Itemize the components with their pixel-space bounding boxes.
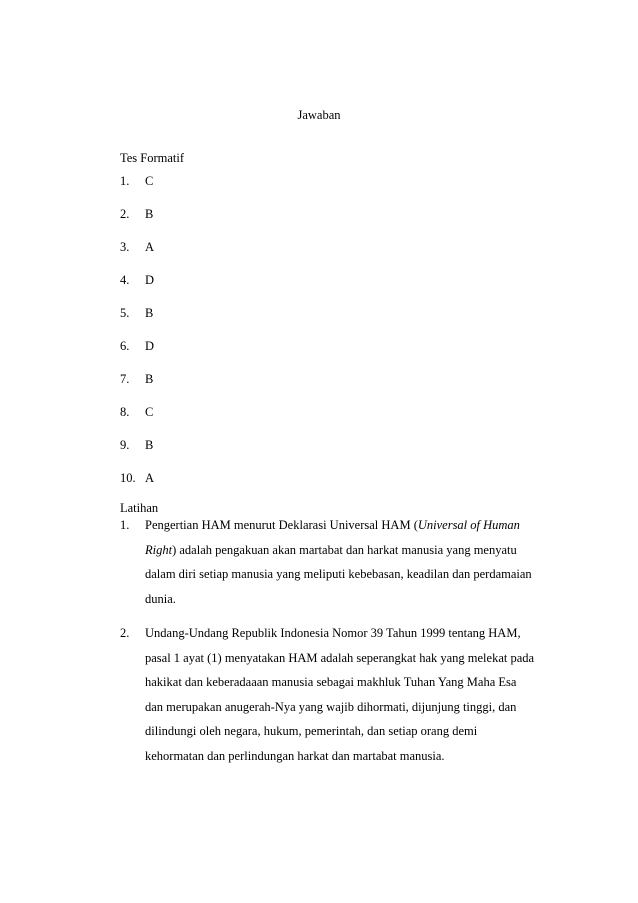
answer-value: C (145, 405, 154, 419)
answer-value: B (145, 438, 154, 452)
answer-item (120, 371, 154, 404)
answer-number: 4. (120, 273, 130, 287)
text-line: Undang-Undang Republik Indonesia Nomor 39 Tahun 1999 tentang HAM, (145, 626, 521, 640)
answer-value: D (145, 339, 155, 353)
answer-number: 2. (120, 207, 130, 221)
answer-value: B (145, 207, 154, 221)
answer-item (120, 206, 154, 239)
answer-number: 6. (120, 339, 130, 353)
answer-value: A (145, 471, 155, 485)
text-segment: Pengertian HAM menurut Deklarasi Universal HAM ( (145, 518, 418, 532)
exercise-item (120, 626, 550, 768)
exercise-number: 1. (120, 518, 130, 532)
exercise-item (120, 518, 550, 611)
answer-value: B (145, 306, 154, 320)
text-line: hakikat dan keberadaaan manusia sebagai makhluk Tuhan Yang Maha Esa (145, 675, 517, 689)
formative-heading: Tes Formatif (120, 151, 185, 165)
answer-value: B (145, 372, 154, 386)
answer-list (120, 173, 154, 503)
answer-number: 7. (120, 372, 130, 386)
exercise-text (145, 513, 550, 611)
text-line: dalam diri setiap manusia yang meliputi kebebasan, keadilan dan perdamaian (145, 567, 532, 581)
answer-item (120, 272, 154, 305)
text-segment: ) adalah pengakuan akan martabat dan harkat manusia yang menyatu (172, 542, 517, 557)
answer-item (120, 338, 154, 371)
text-line: pasal 1 ayat (1) menyatakan HAM adalah seperangkat hak yang melekat pada (145, 650, 535, 665)
page-title: Jawaban (297, 108, 341, 122)
exercise-number: 2. (120, 626, 130, 640)
answer-number: 5. (120, 306, 130, 320)
answer-item (120, 404, 154, 437)
text-line: dunia. (145, 591, 176, 606)
italic-term: Universal of Human (417, 518, 520, 532)
answer-number: 3. (120, 240, 130, 254)
text-line (145, 538, 550, 563)
text-line: dan merupakan anugerah-Nya yang wajib dihormati, dijunjung tinggi, dan (145, 699, 517, 714)
answer-value: A (145, 240, 155, 254)
answer-item (120, 173, 154, 206)
answer-number: 9. (120, 438, 130, 452)
exercise-heading: Latihan (120, 501, 159, 515)
answer-item (120, 437, 154, 470)
text-line: kehormatan dan perlindungan harkat dan martabat manusia. (145, 748, 445, 763)
answer-item (120, 470, 154, 503)
answer-number: 8. (120, 405, 130, 419)
exercise-list (120, 518, 550, 783)
answer-number: 1. (120, 174, 130, 188)
answer-item (120, 305, 154, 338)
answer-value: D (145, 273, 155, 287)
answer-item (120, 239, 154, 272)
exercise-text (145, 621, 550, 768)
answer-value: C (145, 174, 154, 188)
text-line (145, 513, 550, 538)
text-line: dilindungi oleh negara, hukum, pemerintah, dan setiap orang demi (145, 724, 478, 738)
italic-term: Right (145, 542, 173, 557)
answer-number: 10. (120, 471, 136, 485)
